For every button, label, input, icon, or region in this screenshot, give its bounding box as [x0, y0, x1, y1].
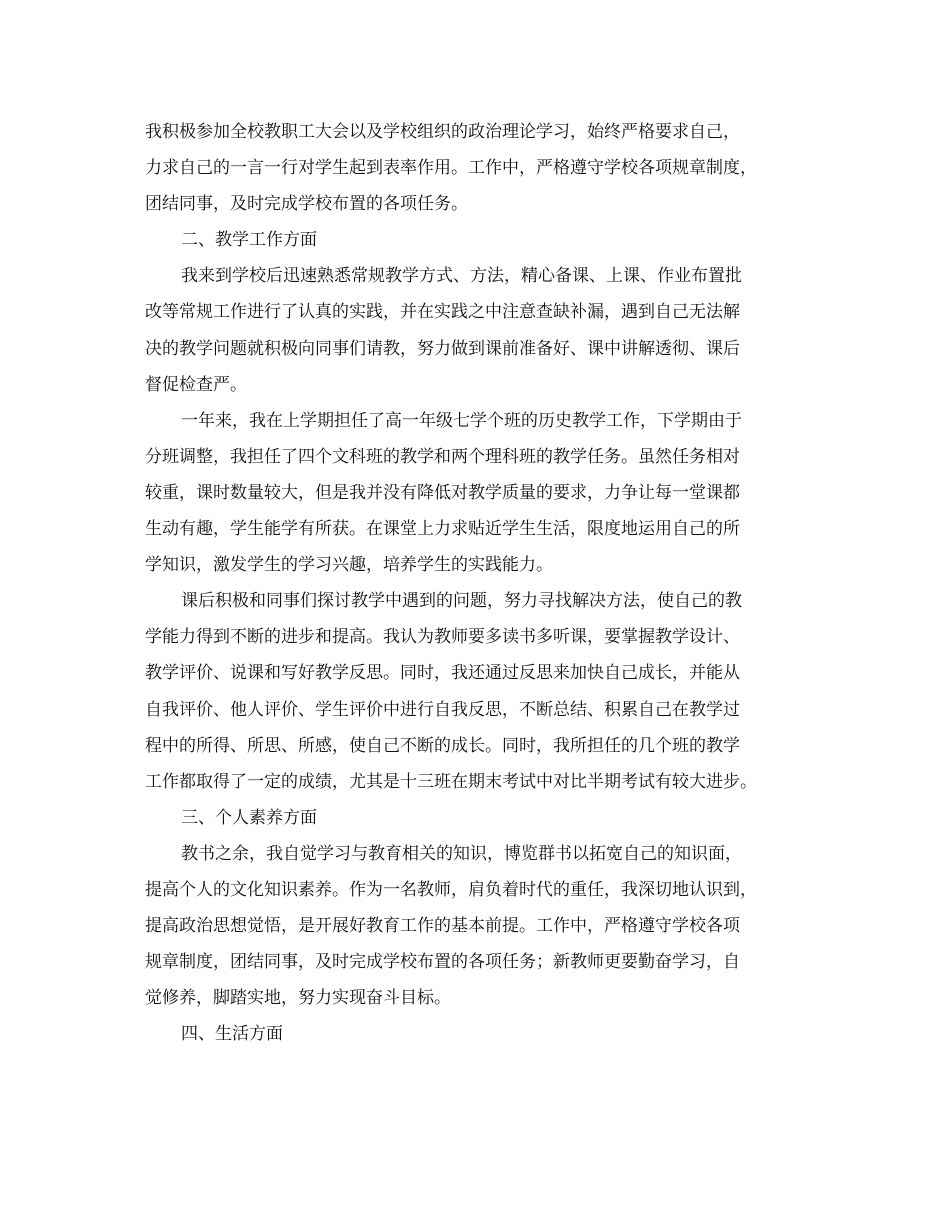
- text-line: 提高政治思想觉悟，是开展好教育工作的基本前提。工作中，严格遵守学校各项: [145, 916, 740, 937]
- text-line: 教学评价、说课和写好教学反思。同时，我还通过反思来加快自己成长，并能从: [145, 663, 740, 684]
- text-line: 觉修养，脚踏实地，努力实现奋斗目标。: [145, 988, 451, 1009]
- text-line: 学知识，激发学生的学习兴趣，培养学生的实践能力。: [145, 555, 553, 576]
- document-body: [145, 114, 810, 1052]
- text-line: 团结同事，及时完成学校布置的各项任务。: [145, 194, 468, 215]
- text-line: 工作都取得了一定的成绩，尤其是十三班在期末考试中对比半期考试有较大进步。: [145, 771, 757, 792]
- text-line: 力求自己的一言一行对学生起到表率作用。工作中，严格遵守学校各项规章制度，: [145, 158, 757, 179]
- text-line: 学能力得到不断的进步和提高。我认为教师要多读书多听课，要掌握教学设计、: [145, 627, 740, 648]
- text-line: 自我评价、他人评价、学生评价中进行自我反思，不断总结、积累自己在教学过: [145, 699, 740, 720]
- text-line: 分班调整，我担任了四个文科班的教学和两个理科班的教学任务。虽然任务相对: [145, 446, 740, 467]
- text-line: 我来到学校后迅速熟悉常规教学方式、方法，精心备课、上课、作业布置批: [181, 266, 742, 287]
- text-line: 提高个人的文化知识素养。作为一名教师，肩负着时代的重任，我深切地认识到，: [145, 879, 757, 900]
- text-line: 督促检查严。: [145, 374, 247, 395]
- section-heading-teaching: 二、教学工作方面: [181, 230, 317, 251]
- text-line: 改等常规工作进行了认真的实践，并在实践之中注意查缺补漏，遇到自己无法解: [145, 302, 740, 323]
- section-heading-life: 四、生活方面: [181, 1024, 283, 1045]
- section-heading-personal: 三、个人素养方面: [181, 807, 317, 828]
- text-line: 课后积极和同事们探讨教学中遇到的问题，努力寻找解决方法，使自己的教: [181, 591, 742, 612]
- text-line: 教书之余，我自觉学习与教育相关的知识，博览群书以拓宽自己的知识面，: [181, 843, 742, 864]
- text-line: 规章制度，团结同事，及时完成学校布置的各项任务；新教师更要勤奋学习，自: [145, 952, 740, 973]
- paragraph-year-teaching: [145, 403, 810, 583]
- text-line: 我积极参加全校教职工大会以及学校组织的政治理论学习，始终严格要求自己，: [145, 122, 740, 142]
- text-line: 一年来，我在上学期担任了高一年级七学个班的历史教学工作，下学期由于: [181, 410, 742, 431]
- paragraph-reflection: [145, 583, 810, 800]
- text-line: 较重，课时数量较大，但是我并没有降低对教学质量的要求，力争让每一堂课都: [145, 482, 740, 503]
- paragraph-personal-quality: [145, 836, 810, 1016]
- text-line: 生动有趣，学生能学有所获。在课堂上力求贴近学生生活，限度地运用自己的所: [145, 519, 740, 540]
- text-line: 程中的所得、所思、所感，使自己不断的成长。同时，我所担任的几个班的教学: [145, 735, 740, 756]
- text-line: 决的教学问题就积极向同事们请教，努力做到课前准备好、课中讲解透彻、课后: [145, 338, 740, 359]
- paragraph-political-study: [145, 114, 810, 222]
- paragraph-teaching-routine: [145, 258, 810, 402]
